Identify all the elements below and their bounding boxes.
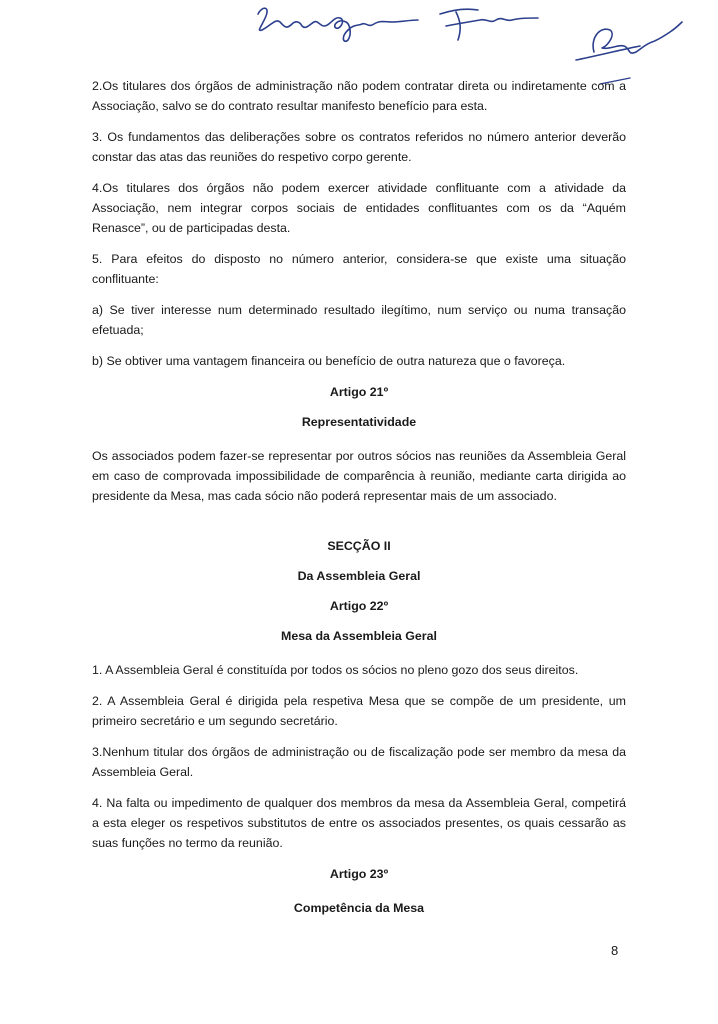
paragraph-a: a) Se tiver interesse num determinado resultado ilegítimo, num serviço ou numa transação efetuada; (92, 303, 626, 337)
seccao-title: Da Assembleia Geral (297, 569, 421, 583)
page-number: 8 (611, 943, 619, 958)
artigo-22-paragraph-3: 3.Nenhum titular dos órgãos de administração ou de fiscalização pode ser membro da mesa da Assembleia Geral. (92, 745, 626, 779)
artigo-21-heading: Artigo 21º (329, 385, 389, 399)
artigo-22-paragraph-1: 1. A Assembleia Geral é constituída por todos os sócios no pleno gozo dos seus direitos. (92, 663, 579, 677)
paragraph-3: 3. Os fundamentos das deliberações sobre os contratos referidos no número anterior deverão constar das atas das reuniões do respetivo corpo gerente. (92, 130, 626, 164)
paragraph-b: b) Se obtiver uma vantagem financeira ou benefício de outra natureza que o favoreça. (92, 354, 566, 368)
artigo-22-paragraph-4: 4. Na falta ou impedimento de qualquer dos membros da mesa da Assembleia Geral, competirá a esta eleger os respetivos substitutos de entre os associados presentes, os quais cessarão as suas funções no termo da reunião. (92, 796, 626, 850)
paragraph-4: 4.Os titulares dos órgãos não podem exercer atividade conflituante com a atividade da Associação, nem integrar corpos sociais de entidades conflituantes com os da “Aquém Renasce”, ou de participadas desta. (92, 181, 626, 235)
artigo-21-title: Representatividade (301, 415, 417, 429)
signature-1 (258, 8, 418, 41)
signature-2 (440, 9, 538, 40)
seccao-label: SECÇÃO II (327, 539, 391, 553)
artigo-22-paragraph-2: 2. A Assembleia Geral é dirigida pela respetiva Mesa que se compõe de um presidente, um primeiro secretário e um segundo secretário. (92, 694, 626, 728)
artigo-22-heading: Artigo 22º (329, 599, 389, 613)
artigo-23-title: Competência da Mesa (293, 901, 425, 915)
paragraph-2: 2.Os titulares dos órgãos de administração não podem contratar direta ou indiretamente com a Associação, salvo se do contrato resultar manifesto benefício para esta. (92, 79, 626, 113)
paragraph-5: 5. Para efeitos do disposto no número anterior, considera-se que existe uma situação conflituante: (92, 252, 626, 286)
artigo-21-text: Os associados podem fazer-se representar por outros sócios nas reuniões da Assembleia Geral em caso de comprovada impossibilidade de comparência à reunião, mediante carta dirigida ao presidente da Mesa, mas cada sócio não poderá representar mais de um associado. (92, 449, 626, 503)
artigo-22-title: Mesa da Assembleia Geral (281, 629, 437, 643)
document-body (92, 76, 626, 918)
artigo-23-heading: Artigo 23º (329, 867, 389, 881)
signature-3 (576, 22, 682, 60)
